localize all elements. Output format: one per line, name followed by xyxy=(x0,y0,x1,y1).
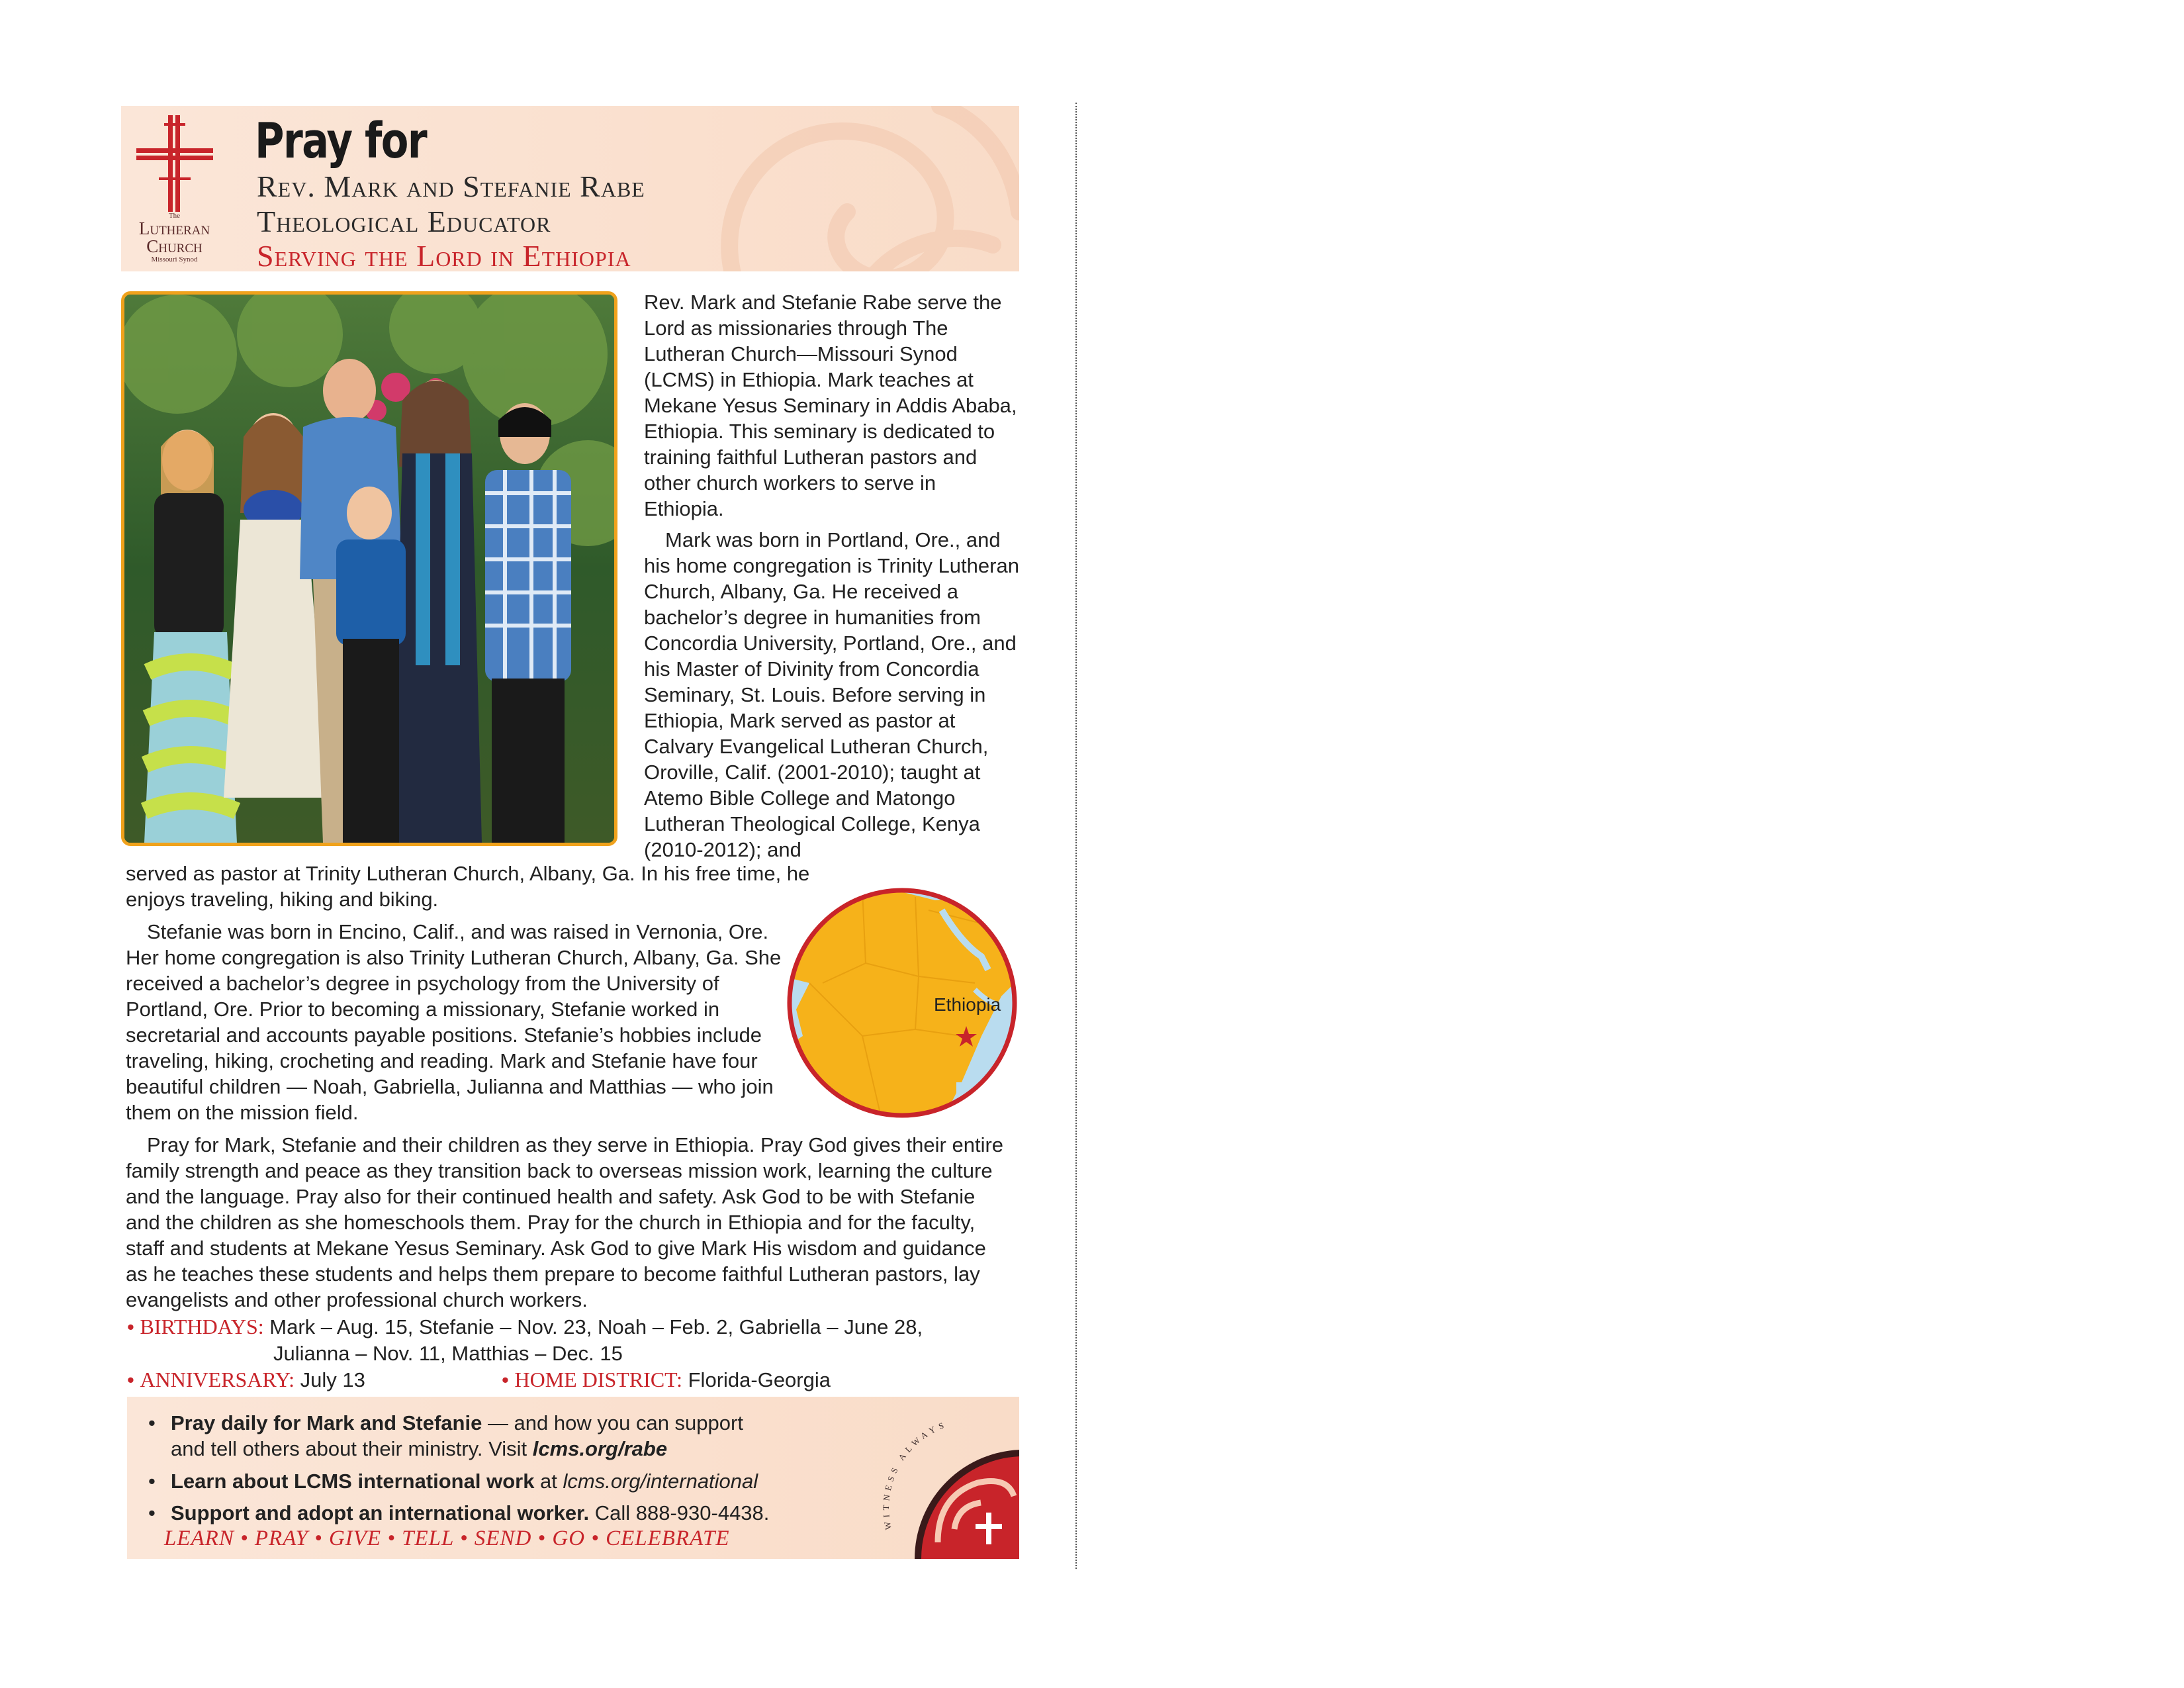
paragraph-prayer-block xyxy=(126,1132,1013,1313)
bullet-icon: • xyxy=(127,1315,134,1338)
footer-item-support-bold: Support and adopt an international worker. xyxy=(171,1501,590,1524)
paragraph-prayer: Pray for Mark, Stefanie and their children as they serve in Ethiopia. Pray God gives their entire family strength and peace as they transition back to overseas mission work, learning the culture and the language. Pray also for their continued health and safety. Ask God to be with Stefanie and the children as she homeschools them. Pray for the church in Ethiopia and for the faculty, staff and students at Mekane Yesus Seminary. Ask God to give Mark His wisdom and guidance as he teaches these students and helps them prepare to become faithful Lutheran pastors, lay evangelists and other professional church workers. xyxy=(126,1133,1004,1311)
logo-line-2: Church xyxy=(146,236,203,256)
anniversary-value: July 13 xyxy=(300,1368,365,1391)
birthdays-value-2: Julianna – Nov. 11, Matthias – Dec. 15 xyxy=(273,1342,623,1365)
paragraph-stefanie: Stefanie was born in Encino, Calif., and was raised in Vernonia, Ore. Her home congregation is also Trinity Lutheran Church, Albany, Ga. She received a bachelor’s degree in psychology from the University of Portland, Ore. Prior to becoming a missionary, Stefanie worked in secretarial and accounts payable positions. Stefanie’s hobbies include traveling, hiking, crocheting and reading. Mark and Stefanie have four beautiful children — Noah, Gabriella, Julianna and Matthias — who join them on the mission field. xyxy=(126,920,782,1124)
footer-item-learn-rest: at xyxy=(534,1470,563,1493)
paragraph-mark-continued-block xyxy=(126,861,834,912)
decorative-swirl xyxy=(662,106,1019,271)
birthdays-value: Mark – Aug. 15, Stefanie – Nov. 23, Noah – Feb. 2, Gabriella – June 28, xyxy=(269,1315,923,1338)
rabe-link[interactable]: lcms.org/rabe xyxy=(532,1437,668,1460)
birthdays-row-2 xyxy=(273,1340,623,1366)
international-link[interactable]: lcms.org/international xyxy=(563,1470,758,1493)
cross-icon xyxy=(135,114,214,213)
anniversary-row xyxy=(127,1367,365,1393)
article-right-column xyxy=(644,289,1021,868)
witness-always-text: WITNESS ALWAYS xyxy=(880,1419,949,1531)
family-photo-illustration xyxy=(124,295,614,843)
mission-location: Serving the Lord in Ethiopia xyxy=(257,239,631,271)
paragraph-intro: Rev. Mark and Stefanie Rabe serve the Lord as missionaries through The Lutheran Church—Missouri Synod (LCMS) in Ethiopia. Mark teaches at Mekane Yesus Seminary in Addis Ababa, Ethiopia. This seminary is dedicated to training faithful Lutheran pastors and other church workers to serve in Ethiopia. xyxy=(644,291,1017,520)
bullet-icon: • xyxy=(502,1368,509,1391)
home-district-row xyxy=(502,1367,831,1393)
footer-item-learn: • Learn about LCMS international work at lcms.org/international xyxy=(148,1470,758,1493)
lcms-logo xyxy=(126,114,222,266)
birthdays-label: BIRTHDAYS: xyxy=(140,1315,264,1338)
family-photo xyxy=(121,291,617,846)
home-district-value: Florida-Georgia xyxy=(688,1368,831,1391)
birthdays-row xyxy=(127,1314,923,1340)
header-band xyxy=(121,106,1019,271)
witness-always-emblem xyxy=(865,1397,1019,1559)
missionary-role: Theological Educator xyxy=(257,205,551,238)
footer-item-support: • Support and adopt an international worker. Call 888-930-4438. xyxy=(148,1501,770,1524)
bullet-icon: • xyxy=(127,1368,134,1391)
anniversary-label: ANNIVERSARY: xyxy=(140,1368,295,1391)
footer-band xyxy=(127,1397,1019,1559)
paragraph-stefanie-block xyxy=(126,919,794,1125)
missionary-names: Rev. Mark and Stefanie Rabe xyxy=(257,169,645,203)
footer-item-pray-rest: — and how you can support xyxy=(482,1411,743,1434)
logo-the: The xyxy=(168,212,181,220)
footer-item-pray-line2: and tell others about their ministry. Visit xyxy=(171,1437,533,1460)
footer-item-pray: • Pray daily for Mark and Stefanie — and how you can support and tell others about their ministry. Visit lcms.org/rabe xyxy=(148,1411,743,1460)
logo-line-1: Lutheran xyxy=(138,218,210,238)
footer-item-pray-bold: Pray daily for Mark and Stefanie xyxy=(171,1411,482,1434)
logo-synod: Missouri Synod xyxy=(151,256,198,263)
footer-item-learn-bold: Learn about LCMS international work xyxy=(171,1470,535,1493)
paragraph-mark: Mark was born in Portland, Ore., and his home congregation is Trinity Lutheran Church, Albany, Ga. He received a bachelor’s degree in humanities from Concordia University, Portland, Ore., and his Master of Divinity from Concordia Seminary, St. Louis. Before serving in Ethiopia, Mark served as pastor at Calvary Evangelical Lutheran Church, Oroville, Calif. (2001-2010); taught at Atemo Bible College and Matongo Lutheran Theological College, Kenya (2010-2012); and xyxy=(644,528,1019,861)
paragraph-mark-continued: served as pastor at Trinity Lutheran Church, Albany, Ga. In his free time, he enjoys traveling, hiking and biking. xyxy=(126,862,810,911)
africa-map-graphic xyxy=(783,884,1021,1122)
footer-item-support-rest: Call 888-930-4438. xyxy=(589,1501,770,1524)
ethiopia-map xyxy=(783,884,1021,1122)
home-district-label: HOME DISTRICT: xyxy=(514,1368,682,1391)
footer-tagline: LEARN • PRAY • GIVE • TELL • SEND • GO • CELEBRATE xyxy=(164,1526,730,1550)
map-label-ethiopia: Ethiopia xyxy=(934,994,1001,1015)
page-title: Pray for xyxy=(255,113,427,169)
page-divider xyxy=(1075,103,1077,1569)
